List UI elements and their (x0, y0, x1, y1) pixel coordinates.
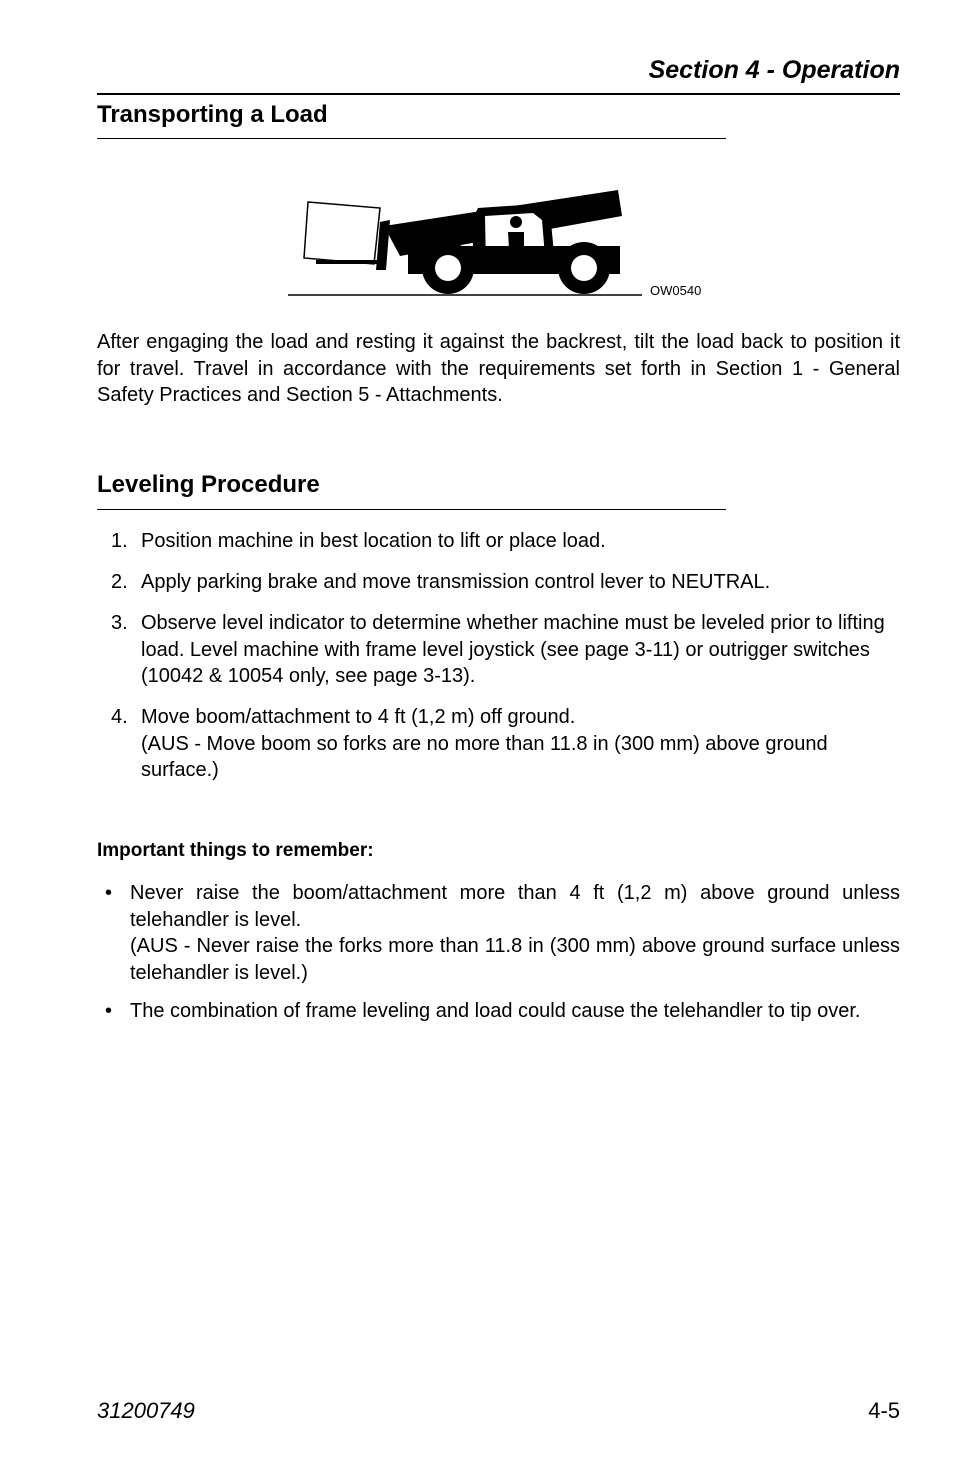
bullet-note: (AUS - Never raise the forks more than 11.8 in (300 mm) above ground surface unless telehandler is level.) (130, 935, 900, 984)
bullet: • (105, 1000, 113, 1022)
step-text: Position machine in best location to lift or place load. (141, 530, 606, 552)
transporting-load-heading: Transporting a Load (97, 101, 328, 128)
step-number: 4. (111, 706, 128, 728)
list-item (97, 880, 900, 986)
leveling-steps-list (97, 528, 900, 798)
header-rule (97, 93, 900, 95)
document-number: 31200749 (97, 1398, 195, 1423)
step-number: 3. (111, 612, 128, 634)
bullet-text: The combination of frame leveling and load could cause the telehandler to tip over. (130, 1000, 861, 1022)
bullet: • (105, 882, 113, 904)
step-number: 1. (111, 530, 128, 552)
step-note: (AUS - Move boom so forks are no more than 11.8 in (300 mm) above ground surface.) (141, 732, 828, 781)
load-box (304, 202, 380, 264)
leveling-heading-rule (97, 509, 726, 510)
list-item (97, 998, 900, 1025)
rear-wheel (558, 242, 610, 294)
step-text: Move boom/attachment to 4 ft (1,2 m) off ground. (141, 706, 576, 728)
list-item (97, 569, 900, 596)
important-list (97, 880, 900, 1037)
list-item (97, 704, 900, 784)
figure-code: OW0540 (650, 283, 702, 298)
transport-paragraph: After engaging the load and resting it against the backrest, tilt the load back to position it for travel. Travel in accordance with the requirements set forth in Section 1 - General Safety Practices and Section 5 - Attachments. (97, 331, 900, 406)
step-number: 2. (111, 571, 128, 593)
list-item (97, 610, 900, 690)
front-wheel (422, 242, 474, 294)
step-text: Apply parking brake and move transmission control lever to NEUTRAL. (141, 571, 771, 593)
list-item (97, 528, 900, 555)
section-header: Section 4 - Operation (648, 56, 900, 84)
forks (316, 260, 382, 264)
step-text: Observe level indicator to determine whether machine must be leveled prior to lifting load. Level machine with frame level joystick (see page 3-11) or outrigger switches (10042 & 10054 only, see page 3-13). (141, 612, 885, 687)
bullet-text: Never raise the boom/attachment more than 4 ft (1,2 m) above ground unless telehandler is level. (130, 882, 900, 931)
leveling-procedure-heading: Leveling Procedure (97, 471, 320, 498)
page-number: 4-5 (868, 1398, 900, 1423)
transporting-heading-rule (97, 138, 726, 139)
important-heading: Important things to remember: (97, 840, 374, 861)
